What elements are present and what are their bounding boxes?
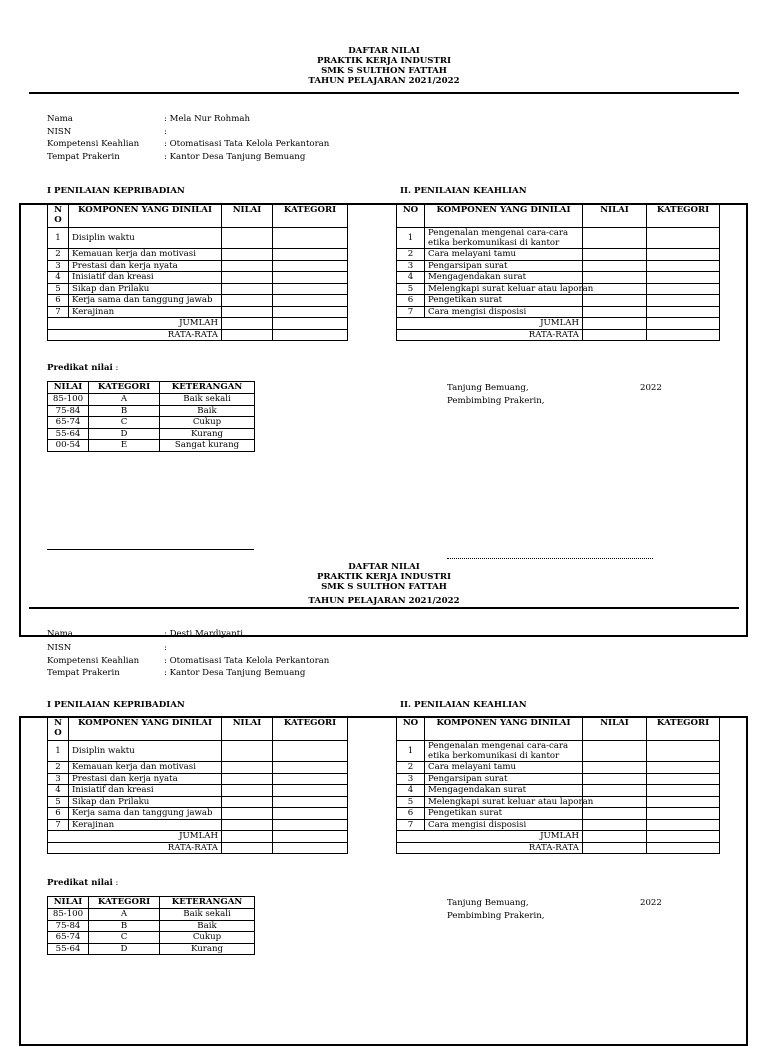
- table-row: 55-64 D Kurang: [48, 943, 255, 955]
- th-kategori: KATEGORI: [273, 205, 348, 228]
- jumlah-row: JUMLAH: [397, 831, 720, 843]
- predikat-label: Predikat nilai :: [47, 878, 119, 888]
- table-row: 7 Kerajinan: [48, 819, 348, 831]
- doc-year: TAHUN PELAJARAN 2021/2022: [308, 596, 460, 606]
- table-row: 85-100 A Baik sekali: [48, 394, 255, 406]
- value-kompetensi: : Otomatisasi Tata Kelola Perkantoran: [164, 655, 330, 666]
- signature-line-right: [447, 558, 653, 559]
- th-keterangan: KETERANGAN: [160, 382, 255, 394]
- table-row: 85-100 A Baik sekali: [48, 909, 255, 921]
- th-nilai: NILAI: [583, 718, 647, 741]
- table-row: 75-84 B Baik: [48, 405, 255, 417]
- table-predikat: [47, 381, 255, 452]
- table-row: 65-74 C Cukup: [48, 932, 255, 944]
- table-row: 2 Cara melayani tamu: [397, 249, 720, 261]
- table-row: 5 Melengkapi surat keluar atau laporan: [397, 283, 720, 295]
- value-nisn: :: [164, 126, 167, 137]
- th-no: NO: [397, 718, 425, 741]
- table-row: 2 Kemauan kerja dan motivasi: [48, 249, 348, 261]
- table-row: 3 Pengarsipan surat: [397, 773, 720, 785]
- table-row: 7 Cara mengisi disposisi: [397, 306, 720, 318]
- predikat-label: Predikat nilai :: [47, 363, 119, 373]
- th-no: NO: [397, 205, 425, 228]
- doc-school: SMK S SULTHON FATTAH: [321, 66, 447, 76]
- doc-school: SMK S SULTHON FATTAH: [321, 582, 447, 592]
- table-keahlian: [396, 204, 720, 341]
- table-row: 4 Inisiatif dan kreasi: [48, 272, 348, 284]
- signature-role: Pembimbing Prakerin,: [447, 911, 545, 921]
- th-no: N O: [48, 718, 69, 741]
- section-keahlian: II. PENILAIAN KEAHLIAN: [400, 186, 527, 196]
- th-komponen: KOMPONEN YANG DINILAI: [425, 205, 583, 228]
- label-kompetensi: Kompetensi Keahlian: [47, 139, 140, 149]
- table-row: 1 Disiplin waktu: [48, 228, 348, 249]
- jumlah-row: JUMLAH: [48, 831, 348, 843]
- label-tempat: Tempat Prakerin: [47, 668, 120, 678]
- th-komponen: KOMPONEN YANG DINILAI: [69, 718, 222, 741]
- doc-title: DAFTAR NILAI: [348, 46, 420, 56]
- table-row: 4 Inisiatif dan kreasi: [48, 785, 348, 797]
- rata-row: RATA-RATA: [48, 329, 348, 341]
- header-rule: [29, 607, 739, 609]
- table-row: 2 Kemauan kerja dan motivasi: [48, 762, 348, 774]
- table-row: 4 Mengagendakan surat: [397, 272, 720, 284]
- section-kepribadian: I PENILAIAN KEPRIBADIAN: [47, 700, 185, 710]
- th-keterangan: KETERANGAN: [160, 897, 255, 909]
- rata-row: RATA-RATA: [397, 329, 720, 341]
- header-rule: [29, 92, 739, 94]
- value-nama: : Mela Nur Rohmah: [164, 114, 250, 124]
- rata-row: RATA-RATA: [48, 842, 348, 854]
- th-komponen: KOMPONEN YANG DINILAI: [69, 205, 222, 228]
- th-nilai: NILAI: [222, 205, 273, 228]
- table-predikat: [47, 896, 255, 955]
- table-row: 5 Sikap dan Prilaku: [48, 796, 348, 808]
- table-row: 1 Disiplin waktu: [48, 741, 348, 762]
- doc-subtitle: PRAKTIK KERJA INDUSTRI: [316, 56, 452, 66]
- table-row: 6 Kerja sama dan tanggung jawab: [48, 808, 348, 820]
- table-row: 1 Pengenalan mengenai cara-cara etika berkomunikasi di kantor: [397, 741, 720, 762]
- table-row: 55-64 D Kurang: [48, 428, 255, 440]
- table-kepribadian: [47, 717, 348, 854]
- table-row: 6 Kerja sama dan tanggung jawab: [48, 295, 348, 307]
- table-row: 1 Pengenalan mengenai cara-cara etika berkomunikasi di kantor: [397, 228, 720, 249]
- th-kategori: KATEGORI: [89, 897, 160, 909]
- table-row: 6 Pengetikan surat: [397, 808, 720, 820]
- value-tempat: : Kantor Desa Tanjung Bemuang: [164, 668, 306, 678]
- th-nilai: NILAI: [48, 382, 89, 394]
- table-row: 7 Kerajinan: [48, 306, 348, 318]
- section-keahlian: II. PENILAIAN KEAHLIAN: [400, 700, 527, 710]
- section-kepribadian: I PENILAIAN KEPRIBADIAN: [47, 186, 185, 196]
- label-kompetensi: Kompetensi Keahlian: [47, 655, 140, 666]
- table-kepribadian: [47, 204, 348, 341]
- signature-year: 2022: [640, 383, 662, 393]
- value-tempat: : Kantor Desa Tanjung Bemuang: [164, 151, 306, 162]
- jumlah-row: JUMLAH: [397, 318, 720, 330]
- doc-title: DAFTAR NILAI: [348, 562, 420, 572]
- th-nilai: NILAI: [48, 897, 89, 909]
- signature-year: 2022: [640, 898, 662, 908]
- signature-place: Tanjung Bemuang,: [447, 898, 529, 908]
- table-row: 7 Cara mengisi disposisi: [397, 819, 720, 831]
- label-nisn: NISN: [47, 643, 72, 653]
- label-nisn: NISN: [47, 126, 72, 137]
- table-row: 3 Prestasi dan kerja nyata: [48, 260, 348, 272]
- th-nilai: NILAI: [583, 205, 647, 228]
- th-kategori: KATEGORI: [647, 718, 720, 741]
- table-row: 2 Cara melayani tamu: [397, 762, 720, 774]
- rata-row: RATA-RATA: [397, 842, 720, 854]
- table-row: 3 Prestasi dan kerja nyata: [48, 773, 348, 785]
- table-row: 75-84 B Baik: [48, 920, 255, 932]
- table-row: 6 Pengetikan surat: [397, 295, 720, 307]
- th-komponen: KOMPONEN YANG DINILAI: [425, 718, 583, 741]
- signature-role: Pembimbing Prakerin,: [447, 396, 545, 406]
- label-nama: Nama: [47, 114, 73, 124]
- th-kategori: KATEGORI: [89, 382, 160, 394]
- table-row: 3 Pengarsipan surat: [397, 260, 720, 272]
- signature-line-left: [47, 549, 254, 550]
- table-row: 5 Melengkapi surat keluar atau laporan: [397, 796, 720, 808]
- student-info: [47, 628, 330, 680]
- th-kategori: KATEGORI: [647, 205, 720, 228]
- signature-place: Tanjung Bemuang,: [447, 383, 529, 393]
- table-row: 65-74 C Cukup: [48, 417, 255, 429]
- table-row: 00-54 E Sangat kurang: [48, 440, 255, 452]
- student-info: [47, 113, 330, 163]
- label-nama: Nama: [47, 629, 73, 639]
- th-no: N O: [48, 205, 69, 228]
- table-row: 5 Sikap dan Prilaku: [48, 283, 348, 295]
- doc-subtitle: PRAKTIK KERJA INDUSTRI: [316, 572, 452, 582]
- th-kategori: KATEGORI: [273, 718, 348, 741]
- value-nama: : Desti Mardiyanti: [164, 629, 243, 639]
- label-tempat: Tempat Prakerin: [47, 151, 120, 162]
- th-nilai: NILAI: [222, 718, 273, 741]
- doc-year: TAHUN PELAJARAN 2021/2022: [308, 76, 460, 86]
- value-nisn: :: [164, 643, 167, 653]
- jumlah-row: JUMLAH: [48, 318, 348, 330]
- table-keahlian: [396, 717, 720, 854]
- value-kompetensi: : Otomatisasi Tata Kelola Perkantoran: [164, 139, 330, 149]
- table-row: 4 Mengagendakan surat: [397, 785, 720, 797]
